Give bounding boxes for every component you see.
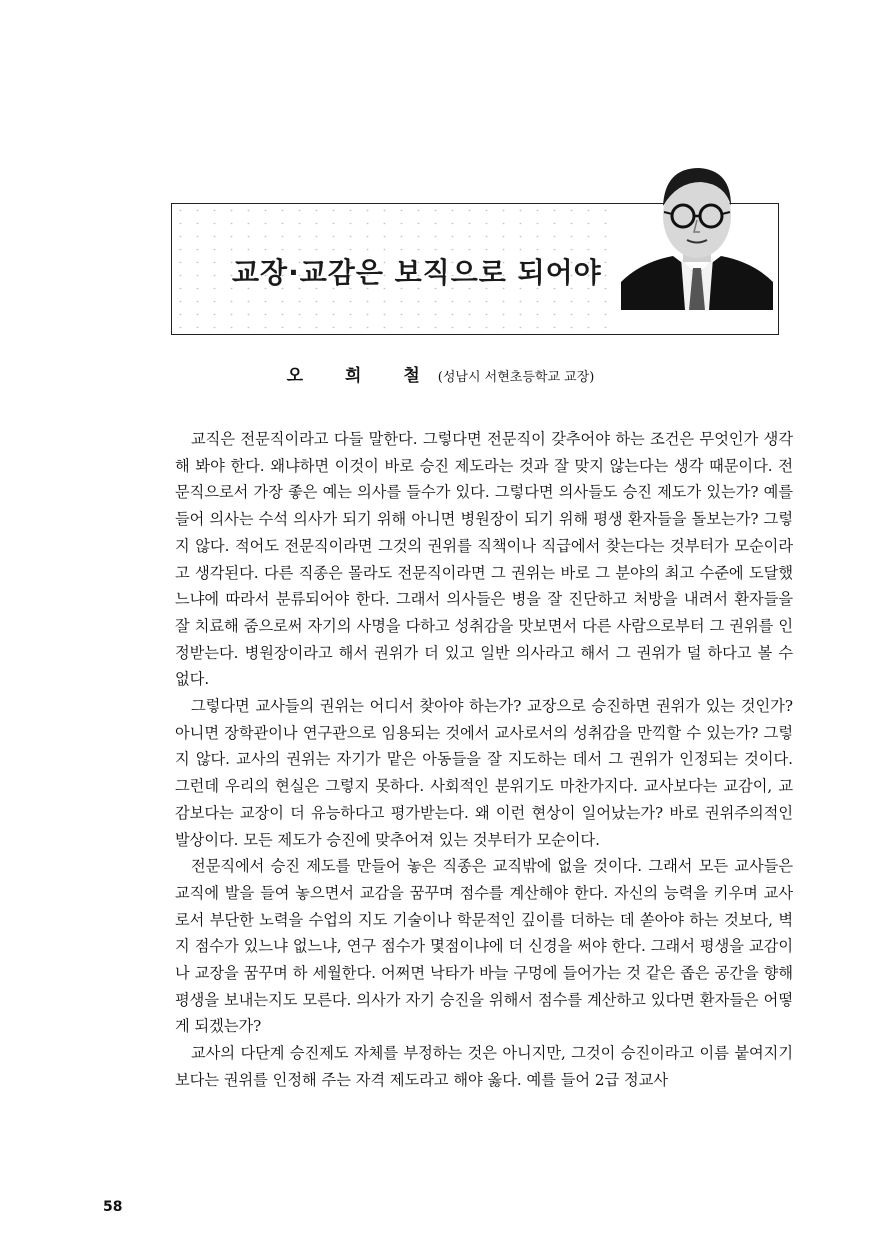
paragraph: 전문직에서 승진 제도를 만들어 놓은 직종은 교직밖에 없을 것이다. 그래서 모든 교사들은 교직에 발을 들여 놓으면서 교감을 꿈꾸며 점수를 계산해야 한다. 자신의 능력을 키우며 교사로서 부단한 노력을 수업의 지도 기술이나 학문적인 깊이를 더하는 데 쏟아야 하는 것보다, 벽지 점수가 있느냐 없느냐, 연구 점수가 몇점이냐에 더 신경을 써야 한다. 그래서 평생을 교감이나 교장을 꿈꾸며 하 세월한다. 어쩌면 낙타가 바늘 구멍에 들어가는 것 같은 좁은 공간을 향해 평생을 보내는지도 모른다. 의사가 자기 승진을 위해서 점수를 계산하고 있다면 환자들은 어떻게 되겠는가? bbox=[175, 857, 793, 1036]
author-line bbox=[0, 361, 881, 386]
author-photo bbox=[621, 150, 773, 310]
author-affiliation: (성남시 서현초등학교 교장) bbox=[437, 370, 595, 385]
author-name: 오 희 철 bbox=[286, 366, 438, 386]
paragraph: 그렇다면 교사들의 권위는 어디서 찾아야 하는가? 교장으로 승진하면 권위가 있는 것인가? 아니면 장학관이나 연구관으로 임용되는 것에서 교사로서의 성취감을 만끽할 수 있는가? 그렇지 않다. 교사의 권위는 자기가 맡은 아동들을 잘 지도하는 데서 그 권위가 인정되는 것이다. 그런데 우리의 현실은 그렇지 못하다. 사회적인 분위기도 마찬가지다. 교사보다는 교감이, 교감보다는 교장이 더 유능하다고 평가받는다. 왜 이런 현상이 일어났는가? 바로 권위주의적인 발상이다. 모든 제도가 승진에 맞추어져 있는 것부터가 모순이다. bbox=[175, 697, 793, 849]
paragraph: 교직은 전문직이라고 다들 말한다. 그렇다면 전문직이 갖추어야 하는 조건은 무엇인가 생각해 봐야 한다. 왜냐하면 이것이 바로 승진 제도라는 것과 잘 맞지 않는다는 생각 때문이다. 전문직으로서 가장 좋은 예는 의사를 들수가 있다. 그렇다면 의사들도 승진 제도가 있는가? 예를 들어 의사는 수석 의사가 되기 위해 아니면 병원장이 되기 위해 평생 환자들을 돌보는가? 그렇지 않다. 적어도 전문직이라면 그것의 권위를 직책이나 직급에서 찾는다는 것부터가 모순이라고 생각된다. 다른 직종은 몰라도 전문직이라면 그 권위는 바로 그 분야의 최고 수준에 도달했느냐에 따라서 분류되어야 한다. 그래서 의사들은 병을 잘 진단하고 처방을 내려서 환자들을 잘 치료해 줌으로써 자기의 사명을 다하고 성취감을 맛보면서 다른 사람으로부터 그 권위를 인정받는다. 병원장이라고 해서 권위가 더 있고 일반 의사라고 해서 그 권위가 덜 하다고 볼 수 없다. bbox=[175, 430, 793, 689]
article-body bbox=[175, 426, 793, 1094]
article-title: 교장·교감은 보직으로 되어야 bbox=[232, 256, 602, 289]
paragraph: 교사의 다단계 승진제도 자체를 부정하는 것은 아니지만, 그것이 승진이라고 이름 붙여지기 보다는 권위를 인정해 주는 자격 제도라고 해야 옳다. 예를 들어 2급 정교사 bbox=[175, 1044, 793, 1089]
page-number: 58 bbox=[103, 1199, 123, 1215]
